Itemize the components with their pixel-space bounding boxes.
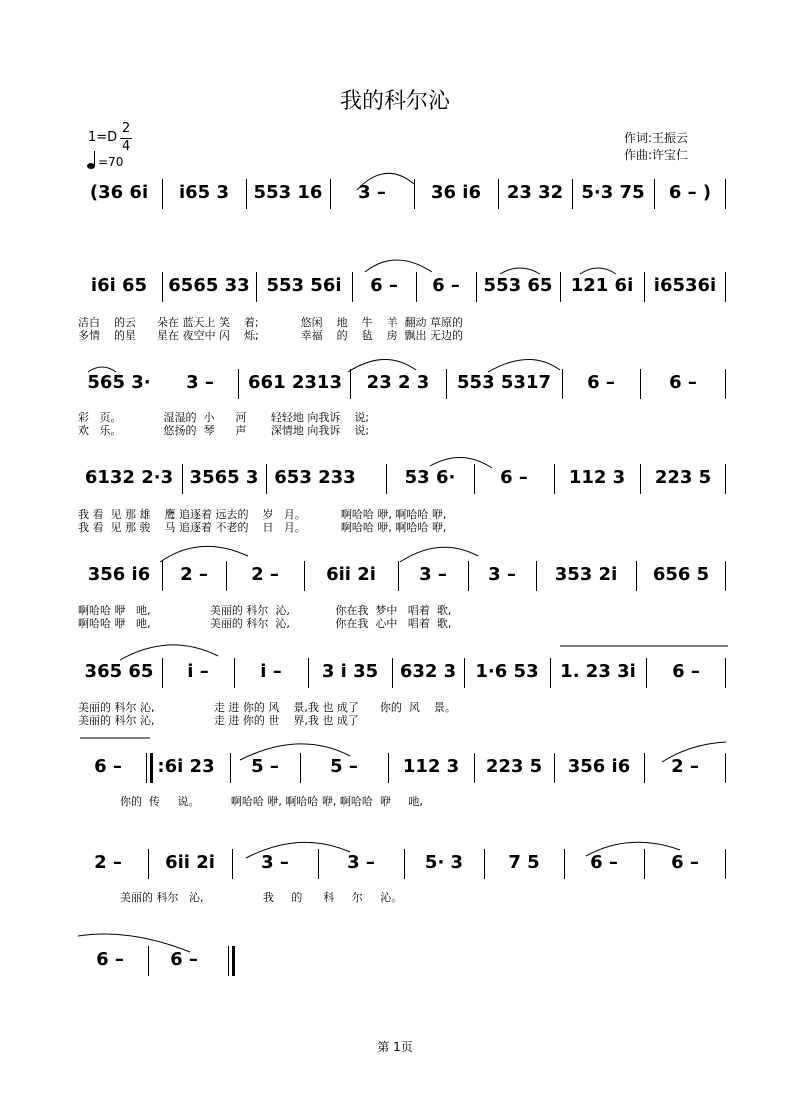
measure: 6 – (669, 372, 697, 393)
barline (304, 561, 305, 591)
lyric-line: 你的 传 说。 啊哈哈 咿, 啊哈哈 咿, 啊哈哈 咿 吔, (78, 795, 423, 808)
measure: 6 – (432, 275, 460, 296)
barline (350, 369, 351, 399)
notation-line (78, 363, 726, 403)
barline (554, 753, 555, 783)
measure: i6i 65 (90, 275, 148, 296)
barline (644, 849, 645, 879)
measure: 6565 33 (168, 275, 250, 296)
measure: 23 32 (506, 182, 564, 203)
measure: 6ii 2i (326, 564, 376, 585)
notation-line (78, 652, 726, 692)
barline (474, 464, 475, 494)
barline (725, 658, 726, 688)
measure: 365 65 (84, 661, 154, 682)
score-system (78, 652, 726, 728)
barline (392, 658, 393, 688)
score-system (78, 363, 726, 439)
barline (404, 849, 405, 879)
measure: 2 – (180, 564, 208, 585)
measure: (36 6i (89, 182, 149, 203)
barline (476, 272, 477, 302)
measure: 36 i6 (430, 182, 481, 203)
measure: 6 – (94, 756, 122, 777)
measure: 6 – (370, 275, 398, 296)
time-signature-top: 2 (122, 121, 131, 136)
measure: 565 3· (87, 372, 151, 393)
score-system (78, 173, 726, 213)
measure: 6 – (672, 661, 700, 682)
measure: 121 6i (570, 275, 634, 296)
credits (624, 130, 688, 164)
barline (474, 753, 475, 783)
barline (148, 946, 149, 976)
tempo: =70 (98, 155, 124, 169)
barline (318, 849, 319, 879)
quarter-note-icon (86, 150, 98, 174)
score-system (78, 940, 726, 980)
measure: 553 65 (483, 275, 553, 296)
measure: i6536i (653, 275, 717, 296)
measure: 356 i6 (567, 756, 631, 777)
measure: 353 2i (554, 564, 618, 585)
barline (308, 658, 309, 688)
measure: 6 – (671, 852, 699, 873)
page-number: 第 1页 (377, 1040, 413, 1054)
barline (388, 753, 389, 783)
measure: 2 – (251, 564, 279, 585)
barline (564, 849, 565, 879)
lyric-line: 啊哈哈 咿 吔, 美丽的 科尔 沁, 你在我 心中 唱着 歌, (78, 617, 452, 630)
measure: 1. 23 3i (560, 661, 636, 682)
measure: 5 – (251, 756, 279, 777)
lyric-line: 欢 乐。 悠扬的 琴 声 深情地 向我诉 说; (78, 424, 370, 437)
measure: 223 5 (654, 467, 712, 488)
barline (654, 179, 655, 209)
notation-line (78, 747, 726, 787)
lyric-line: 美丽的 科尔 沁, 走 进 你的 风 景,我 也 成了 你的 风 景。 (78, 701, 456, 714)
measure: 632 3 (399, 661, 457, 682)
barline (498, 179, 499, 209)
barline (725, 369, 726, 399)
score-system (78, 555, 726, 631)
notation-line (78, 173, 726, 213)
barline (266, 464, 267, 494)
measure: 23 2 3 (366, 372, 430, 393)
measure: 3 i 35 (321, 661, 379, 682)
measure: i65 3 (178, 182, 229, 203)
measure: 656 5 (652, 564, 710, 585)
barline (468, 561, 469, 591)
barline (725, 272, 726, 302)
barline (148, 849, 149, 879)
barline (644, 272, 645, 302)
measure: 5·3 75 (581, 182, 645, 203)
measure: 53 6· (404, 467, 456, 488)
lyric-line: 美丽的 科尔 沁, 我 的 科 尔 沁。 (78, 891, 403, 904)
measure: 553 5317 (457, 372, 551, 393)
barline (725, 464, 726, 494)
measure: 3 – (347, 852, 375, 873)
barline (725, 753, 726, 783)
measure: :6i 23 (157, 756, 215, 777)
measure: 6ii 2i (165, 852, 215, 873)
lyric-line: 多情 的星 星在 夜空中 闪 烁; 幸福 的 毡 房 飘出 无边的 (78, 329, 464, 342)
barline (560, 272, 561, 302)
lyric-line: 我 看 见 那 雄 鹰 追逐着 远去的 岁 月。 啊哈哈 咿, 啊哈哈 咿, (78, 508, 447, 521)
measure: 1·6 53 (475, 661, 539, 682)
measure: 6 – (170, 949, 198, 970)
barline (238, 369, 239, 399)
barline (256, 272, 257, 302)
measure: 356 i6 (87, 564, 151, 585)
measure: 112 3 (402, 756, 460, 777)
measure: 223 5 (485, 756, 543, 777)
score-system (78, 747, 726, 807)
barline (640, 369, 641, 399)
lyric-line: 美丽的 科尔 沁, 走 进 你的 世 界,我 也 成了 (78, 714, 359, 727)
measure: 5· 3 (424, 852, 464, 873)
measure: 653 233 (274, 467, 356, 488)
lyric-line: 洁白 的云 朵在 蓝天上 笑 着; 悠闲 地 牛 羊 翻动 草原的 (78, 316, 464, 329)
measure: 6 – (590, 852, 618, 873)
barline (352, 272, 353, 302)
measure: i – (187, 661, 209, 682)
barline (232, 849, 233, 879)
key-signature: 1=D (88, 130, 118, 145)
lyric-line: 我 看 见 那 骏 马 追逐着 不老的 日 月。 啊哈哈 咿, 啊哈哈 咿, (78, 521, 447, 534)
measure: 2 – (671, 756, 699, 777)
barline (182, 464, 183, 494)
measure: 112 3 (568, 467, 626, 488)
measure: 3 – (419, 564, 447, 585)
barline (330, 179, 331, 209)
score-system (78, 458, 726, 534)
barline (562, 369, 563, 399)
barline (640, 464, 641, 494)
barline (644, 753, 645, 783)
measure: 3 – (488, 564, 516, 585)
barline (572, 179, 573, 209)
barline (162, 561, 163, 591)
page-title: 我的科尔沁 (339, 89, 450, 114)
barline (484, 849, 485, 879)
measure: 3 – (186, 372, 214, 393)
final-barline-thin (228, 946, 229, 976)
barline (725, 849, 726, 879)
barline (246, 179, 247, 209)
measure: 6 – (500, 467, 528, 488)
notation-line (78, 458, 726, 498)
measure: 2 – (94, 852, 122, 873)
measure: 3565 3 (189, 467, 259, 488)
notation-line (78, 843, 726, 883)
measure: i – (260, 661, 282, 682)
barline (226, 561, 227, 591)
measure: 7 5 (508, 852, 540, 873)
measure: 553 16 (253, 182, 323, 203)
barline (162, 272, 163, 302)
lyric-line: 彩 页。 湿湿的 小 河 轻轻地 向我诉 说; (78, 411, 370, 424)
measure: 6132 2·3 (84, 467, 174, 488)
measure: 661 2313 (248, 372, 342, 393)
lyricist: 作词:王振云 (624, 131, 689, 145)
final-barline-thick (232, 946, 235, 976)
barline (646, 658, 647, 688)
barline (464, 658, 465, 688)
barline (414, 179, 415, 209)
barline (536, 561, 537, 591)
score-system (78, 266, 726, 342)
measure: 3 – (358, 182, 386, 203)
barline (398, 561, 399, 591)
barline (725, 179, 726, 209)
notation-line (78, 266, 726, 306)
barline (554, 464, 555, 494)
measure: 3 – (261, 852, 289, 873)
composer: 作曲:许宝仁 (624, 148, 689, 162)
barline (636, 561, 637, 591)
barline (725, 561, 726, 591)
lyric-line: 啊哈哈 咿 吔, 美丽的 科尔 沁, 你在我 梦中 唱着 歌, (78, 604, 452, 617)
barline (234, 658, 235, 688)
measure: 6 – ) (668, 182, 712, 203)
score-system (78, 843, 726, 903)
measure: 6 – (587, 372, 615, 393)
barline (162, 179, 163, 209)
barline (550, 658, 551, 688)
measure: 5 – (330, 756, 358, 777)
notation-line (78, 555, 726, 595)
measure: 553 56i (266, 275, 342, 296)
measure: 6 – (96, 949, 124, 970)
barline (162, 658, 163, 688)
barline (446, 369, 447, 399)
time-signature-bottom: 4 (122, 139, 131, 154)
notation-line (78, 940, 726, 980)
barline (416, 272, 417, 302)
barline (300, 753, 301, 783)
barline (386, 464, 387, 494)
barline (230, 753, 231, 783)
